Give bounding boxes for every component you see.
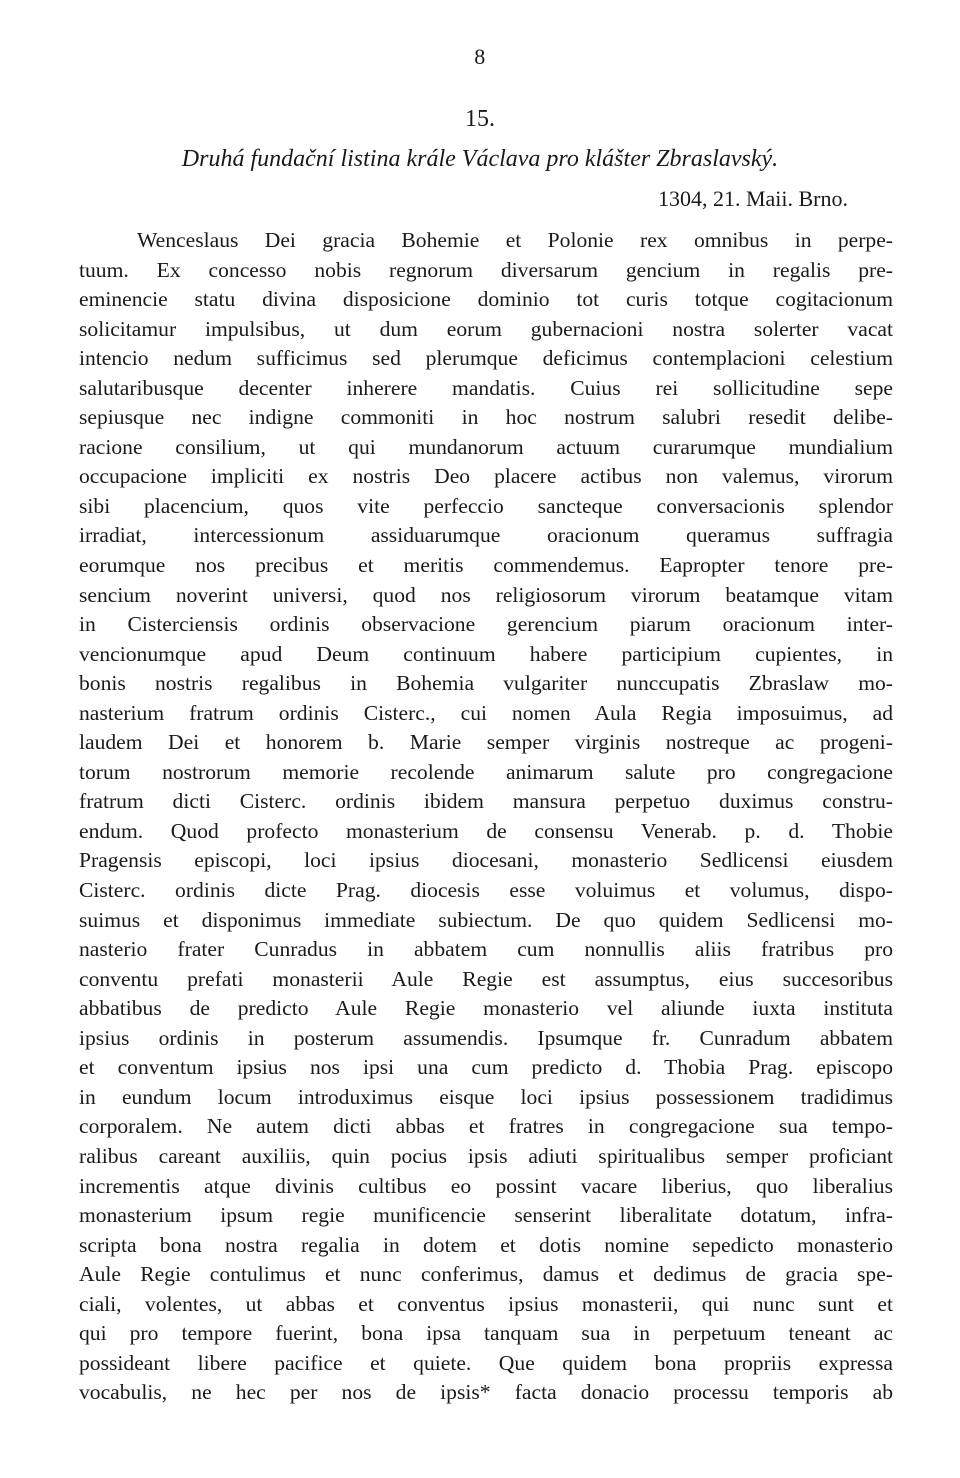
text-line: endum. Quod profecto monasterium de consensu Venerab. p. d. Thobie <box>79 818 893 843</box>
page-number: 8 <box>474 44 486 69</box>
text-line: irradiat, intercessionum assiduarumque oracionum queramus suffragia <box>79 523 893 548</box>
text-line: abbatibus de predicto Aule Regie monasterio vel aliunde iuxta instituta <box>79 996 893 1021</box>
text-line: sibi placencium, quos vite perfeccio sancteque conversacionis splendor <box>79 493 893 518</box>
text-line: bonis nostris regalibus in Bohemia vulgariter nunccupatis Zbraslaw mo- <box>79 671 893 696</box>
text-line: eorumque nos precibus et meritis commendemus. Eapropter tenore pre- <box>79 553 893 578</box>
text-line: occupacione impliciti ex nostris Deo placere actibus non valemus, virorum <box>79 464 893 489</box>
text-line: salutaribusque decenter inherere mandatis. Cuius rei sollicitudine sepe <box>79 375 893 400</box>
text-line: scripta bona nostra regalia in dotem et dotis nomine sepedicto monasterio <box>79 1232 893 1257</box>
document-body <box>79 226 893 1408</box>
text-line: in Cisterciensis ordinis observacione gerencium piarum oracionum inter- <box>79 612 893 637</box>
text-line: ralibus careant auxiliis, quin pocius ipsis adiuti spiritualibus semper proficiant <box>79 1143 893 1168</box>
text-line: torum nostrorum memorie recolende animarum salute pro congregacione <box>79 759 893 784</box>
text-line: et conventum ipsius nos ipsi una cum predicto d. Thobia Prag. episcopo <box>79 1055 893 1080</box>
text-line: sencium noverint universi, quod nos religiosorum virorum beatamque vitam <box>79 582 893 607</box>
text-line: vocabulis, ne hec per nos de ipsis* facta donacio processu temporis ab <box>79 1380 893 1405</box>
text-line: vencionumque apud Deum continuum habere participium cupientes, in <box>79 641 893 666</box>
text-line: sepiusque nec indigne commoniti in hoc nostrum salubri resedit delibe- <box>79 405 893 430</box>
text-line: tuum. Ex concesso nobis regnorum diversarum gencium in regalis pre- <box>79 257 893 282</box>
text-line: laudem Dei et honorem b. Marie semper virginis nostreque ac progeni- <box>79 730 893 755</box>
text-line: nasterium fratrum ordinis Cisterc., cui nomen Aula Regia imposuimus, ad <box>79 700 893 725</box>
text-line: racione consilium, ut qui mundanorum actuum curarumque mundialium <box>79 434 893 459</box>
text-line: possideant libere pacifice et quiete. Que quidem bona propriis expressa <box>79 1350 893 1375</box>
text-line: Cisterc. ordinis dicte Prag. diocesis esse voluimus et volumus, dispo- <box>79 878 893 903</box>
text-line: nasterio frater Cunradus in abbatem cum nonnullis aliis fratribus pro <box>79 937 893 962</box>
text-line: eminencie statu divina disposicione dominio tot curis totque cogitacionum <box>79 287 893 312</box>
text-line: intencio nedum sufficimus sed plerumque deficimus contemplacioni celestium <box>79 346 893 371</box>
text-line: suimus et disponimus immediate subiectum. De quo quidem Sedlicensi mo- <box>79 907 893 932</box>
text-line: incrementis atque divinis cultibus eo possint vacare liberius, quo liberalius <box>79 1173 893 1198</box>
text-line: Aule Regie contulimus et nunc conferimus, damus et dedimus de gracia spe- <box>79 1262 893 1287</box>
document-number: 15. <box>465 106 495 132</box>
text-line: conventu prefati monasterii Aule Regie est assumptus, eius succesoribus <box>79 966 893 991</box>
text-line: ciali, volentes, ut abbas et conventus ipsius monasterii, qui nunc sunt et <box>79 1291 893 1316</box>
document-title: Druhá fundační listina krále Václava pro klášter Zbraslavský. <box>181 146 779 172</box>
dateline: 1304, 21. Maii. Brno. <box>657 186 848 211</box>
text-line: fratrum dicti Cisterc. ordinis ibidem mansura perpetuo duximus constru- <box>79 789 893 814</box>
text-line: monasterium ipsum regie munificencie senserint liberalitate dotatum, infra- <box>79 1203 893 1228</box>
text-line: in eundum locum introduximus eisque loci ipsius possessionem tradidimus <box>79 1084 893 1109</box>
text-line: Wenceslaus Dei gracia Bohemie et Polonie rex omnibus in perpe- <box>137 228 893 252</box>
text-line: solicitamur impulsibus, ut dum eorum gubernacioni nostra solerter vacat <box>79 316 893 341</box>
text-line: corporalem. Ne autem dicti abbas et fratres in congregacione sua tempo- <box>79 1114 893 1139</box>
text-line: ipsius ordinis in posterum assumendis. Ipsumque fr. Cunradum abbatem <box>79 1025 893 1050</box>
text-line: qui pro tempore fuerint, bona ipsa tanquam sua in perpetuum teneant ac <box>79 1321 893 1346</box>
text-line: Pragensis episcopi, loci ipsius diocesani, monasterio Sedlicensi eiusdem <box>79 848 893 873</box>
